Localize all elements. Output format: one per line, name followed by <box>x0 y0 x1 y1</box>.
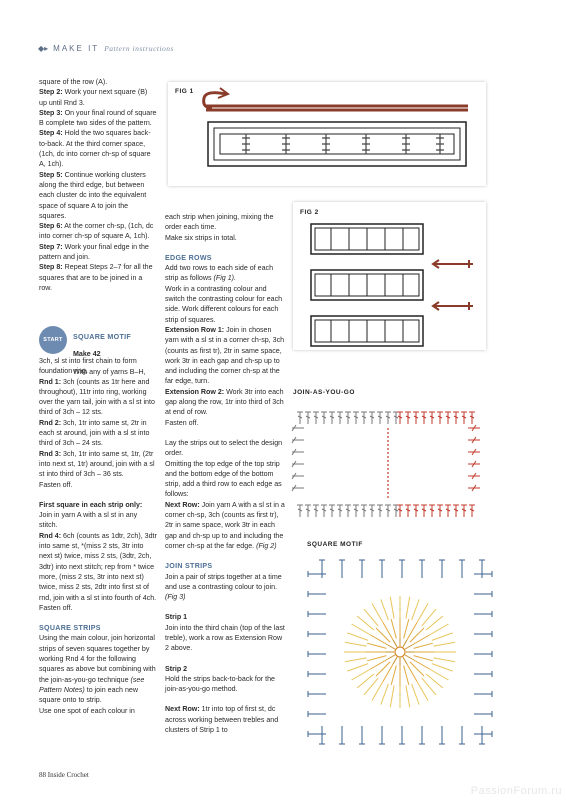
paragraph: Strip 2 <box>165 664 188 673</box>
square-motif-chart <box>300 552 500 752</box>
paragraph: Next Row: 1tr into top of first st, dc across working between trebles and clusters of Strip 1 to <box>165 705 279 735</box>
watermark: PassionForum.ru <box>470 785 562 797</box>
paragraph: Fasten off. <box>39 603 73 612</box>
magazine-name: Inside Crochet <box>47 771 89 779</box>
paragraph: Hold the strips back-to-back for the join-as-you-go method. <box>165 674 276 694</box>
square-motif-label: SQUARE MOTIF <box>307 541 363 548</box>
paragraph: Next Row: Join yarn A with a sl st in a corner ch-sp, 3ch (counts as first tr), 2tr in same space, work 3tr in each gap and ch-sp up to and including the corner ch-sp at the far edge. (Fig 2) <box>165 500 285 550</box>
paragraph: Fasten off. <box>165 418 199 427</box>
paragraph: Join a pair of strips together at a time and use a contrasting colour to join. (Fig 3) <box>165 572 282 602</box>
paragraph: Omitting the top edge of the top strip and the bottom edge of the bottom strip, add a third row to each edge as follows: <box>165 459 282 499</box>
paragraph: Extension Row 2: Work 3tr into each gap along the row, 1tr into third of 3ch at end of row. <box>165 387 284 417</box>
fig2-box <box>293 202 486 350</box>
spacer <box>165 654 285 664</box>
paragraph: Step 5: Continue working clusters along the third edge, but between each cluster dc into the equivalent space of square A to join the squares. <box>39 170 147 220</box>
paragraph: Rnd 3: 3ch, 1tr into same st, 1tr, (2tr into next st, 1tr) around, join with a sl st into third of 3ch – 36 sts. <box>39 449 155 479</box>
paragraph: Step 4: Hold the two squares back-to-back. At the third corner space, (1ch, dc into corner ch-sp of square A, 1ch). <box>39 129 151 169</box>
column-1 <box>39 77 157 293</box>
paragraph: Work in a contrasting colour and switch the contrasting colour for each side. Work different colours for each strip of squares. <box>165 284 283 324</box>
motif-title: SQUARE MOTIF <box>73 333 131 342</box>
start-badge: START <box>39 326 67 354</box>
paragraph: square of the row (A). <box>39 78 108 86</box>
fig2-illustration <box>293 202 486 350</box>
motif-intro: With any of yarns B–H, <box>73 367 146 376</box>
page-header <box>38 44 174 53</box>
paragraph: Step 7: Work your final edge in the pattern and join. <box>39 242 149 262</box>
fig2-label: FIG 2 <box>300 209 319 216</box>
page-footer <box>39 771 89 779</box>
fig1-box <box>168 82 486 186</box>
spacer <box>165 694 285 704</box>
paragraph: First square in each strip only: <box>39 500 143 509</box>
paragraph: Join into the third chain (top of the last treble), work a row as Extension Row 2 above. <box>165 623 285 653</box>
section-heading: JOIN STRIPS <box>165 562 213 571</box>
paragraph: Use one spot of each colour in <box>39 706 135 715</box>
fig1-label: FIG 1 <box>175 88 194 95</box>
section-title: MAKE IT <box>53 44 100 53</box>
double-arrow-icon: ◆▸ <box>38 44 49 53</box>
paragraph: Using the main colour, join horizontal strips of seven squares together by working Rnd 4 for the following squares as above but combining with the join-as-you-go technique (see Pattern Notes) to join each new square onto to strip. <box>39 634 156 705</box>
paragraph: Strip 1 <box>165 613 188 622</box>
paragraph: Step 3: On your final round of square B complete two sides of the pattern. <box>39 108 157 128</box>
spacer <box>39 490 157 500</box>
spacer <box>165 602 285 612</box>
spacer <box>165 428 285 438</box>
paragraph: Add two rows to each side of each strip as follows (Fig 1). <box>165 264 274 283</box>
column-1-continued <box>39 356 157 716</box>
section-subtitle: Pattern instructions <box>104 44 174 53</box>
spacer <box>165 243 285 253</box>
fig1-illustration <box>168 82 486 186</box>
paragraph: 3ch, sl st into first chain to form foundation ring. <box>39 357 137 376</box>
join-as-you-go-label: JOIN-AS-YOU-GO <box>293 389 355 396</box>
paragraph: Step 6: At the corner ch-sp, (1ch, dc into corner ch-sp of square A, 1ch). <box>39 222 154 241</box>
paragraph: Extension Row 1: Join in chosen yarn with a sl st in a corner ch-sp, 3ch (counts as first tr), 2tr in same space, work 3tr in each gap and ch-sp up to and including the corner ch-sp at the far edge, turn. <box>165 325 285 386</box>
paragraph: Rnd 2: 3ch, 1tr into same st, 2tr in each st around, join with a sl st into third of 3ch – 24 sts. <box>39 418 150 448</box>
section-heading: SQUARE STRIPS <box>39 624 101 633</box>
paragraph: Step 2: Work your next square (B) up until Rnd 3. <box>39 88 148 107</box>
spacer <box>39 613 157 623</box>
paragraph: Join in yarn A with a sl st in any stitch. <box>39 511 138 530</box>
paragraph: Rnd 1: 3ch (counts as 1tr here and throughout), 11tr into ring, working over the yarn tail, join with a sl st into third of 3ch – 12 sts. <box>39 377 155 417</box>
join-as-you-go-chart <box>288 400 488 530</box>
paragraph: Make six strips in total. <box>165 233 237 242</box>
paragraph: Fasten off. <box>39 480 73 489</box>
section-heading: EDGE ROWS <box>165 253 212 262</box>
paragraph: Lay the strips out to select the design order. <box>165 438 283 458</box>
spacer <box>165 551 285 561</box>
paragraph: Rnd 4: 6ch (counts as 1dtr, 2ch), 3dtr into same st, *(miss 2 sts, 3tr into next st) twice, miss 2 sts, (3dtr, 2ch, 3dtr) into next stitch; rep from * twice more, (miss 2 sts, 3tr into next st) twice, miss 2 sts, 2dtr into first st of rnd, join with a sl st into fourth of 4ch. <box>39 531 157 602</box>
page-number: 88 <box>39 771 46 779</box>
paragraph: each strip when joining, mixing the order each time. <box>165 213 274 232</box>
column-2 <box>165 212 285 735</box>
paragraph: Step 8: Repeat Steps 2–7 for all the squares that are to be joined in a row. <box>39 263 153 292</box>
motif-make: Make 42 <box>73 350 101 359</box>
